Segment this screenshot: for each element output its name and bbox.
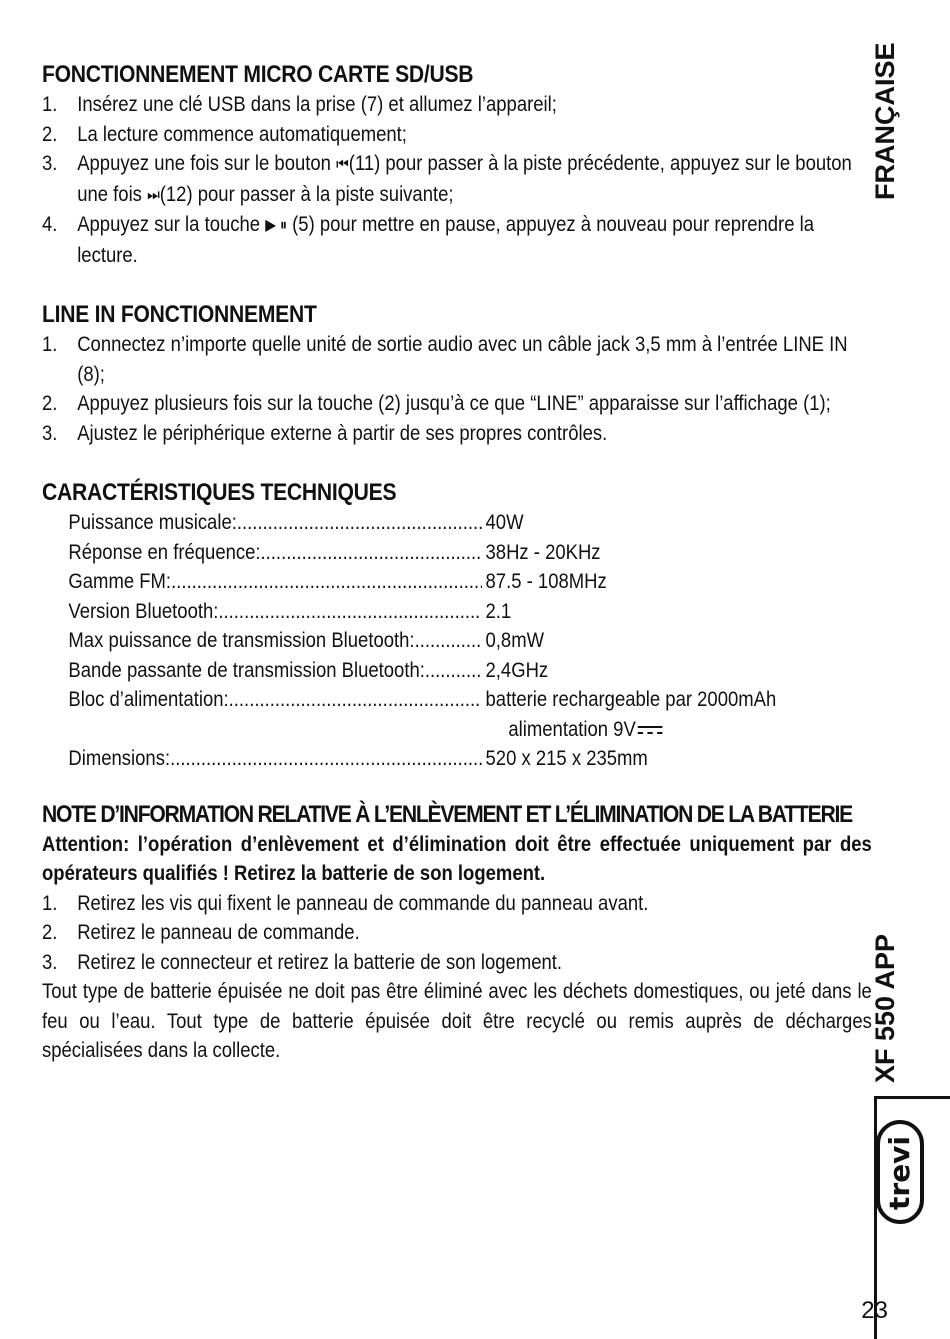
list-item [42, 120, 872, 150]
step-text: Retirez le connecteur et retirez la batterie de son logement. [77, 950, 563, 974]
step-text: La lecture commence automatiquement; [77, 122, 407, 146]
spec-row [68, 626, 871, 656]
page-content [42, 60, 872, 1066]
spec-label: Dimensions: [68, 747, 171, 770]
spec-value: 0,8mW [485, 629, 545, 652]
list-item [42, 918, 872, 948]
step-text: Retirez le panneau de commande. [77, 921, 360, 944]
list-item [42, 330, 872, 389]
spec-label: Puissance musicale: [68, 511, 237, 534]
list-item [42, 419, 872, 449]
step-text: Retirez les vis qui fixent le panneau de commande du panneau avant. [77, 891, 649, 915]
step-text: Ajustez le périphérique externe à partir de ses propres contrôles. [77, 421, 608, 445]
page-number: 23 [861, 1297, 888, 1324]
spec-value: 2,4GHz [485, 658, 549, 682]
spec-value: 87.5 - 108MHz [485, 570, 607, 593]
spec-row [68, 744, 871, 774]
step-number: 2. [42, 921, 58, 944]
spec-label: Bloc d’alimentation: [68, 688, 229, 711]
step-text: Insérez une clé USB dans la prise (7) et allumez l’appareil; [77, 93, 557, 116]
spec-label: Max puissance de transmission Bluetooth: [68, 629, 415, 652]
spec-label: Bande passante de transmission Bluetooth: [68, 658, 425, 682]
spec-row [68, 685, 871, 715]
specs-table [42, 508, 872, 774]
model-label: XF 550 APP [870, 933, 900, 1083]
step-text-a: Appuyez sur la touche [77, 213, 266, 236]
step-number: 1. [42, 891, 58, 915]
spec-row [68, 597, 871, 627]
line-in-steps [42, 330, 872, 448]
step-number: 2. [42, 392, 58, 415]
list-item [42, 889, 872, 919]
step-number: 4. [42, 213, 58, 236]
spec-value: 38Hz - 20KHz [485, 540, 601, 564]
section-title-line-in: LINE IN FONCTIONNEMENT [42, 301, 317, 328]
spec-row [68, 567, 871, 597]
skip-next-icon: ⏭ [147, 186, 160, 204]
spec-label: Version Bluetooth: [68, 599, 219, 623]
spec-power-sub-text: alimentation 9V [508, 717, 636, 741]
spec-value: batterie rechargeable par 2000mAh [485, 688, 777, 711]
section-title-specs: CARACTÉRISTIQUES TECHNIQUES [42, 479, 397, 506]
step-number: 3. [42, 152, 58, 175]
spec-value: 520 x 215 x 235mm [485, 747, 648, 770]
list-item [42, 389, 872, 419]
step-text-c: (12) pour passer à la piste suivante; [159, 182, 454, 206]
language-tab-label: FRANÇAISE [870, 42, 900, 200]
spec-power-sub [68, 715, 871, 745]
trevi-logo-icon [876, 1120, 924, 1224]
play-pause-icon: ▶ ⏸ [265, 217, 287, 234]
side-divider-horizontal [874, 1096, 950, 1099]
battery-disposal-paragraph: Tout type de batterie épuisée ne doit pas être éliminé avec les déchets domestiques, ou jeté dans le feu ou l’eau. Tout type de batterie épuisée doit être recyclé ou remis auprès de décharges spécialisées dans la collecte. [42, 980, 872, 1062]
spec-label: Réponse en fréquence: [68, 540, 261, 564]
brand-text: trevi [883, 1135, 916, 1210]
list-item [42, 948, 872, 978]
step-text-a: Appuyez une fois sur le bouton [77, 152, 337, 175]
dc-current-icon [638, 723, 663, 737]
step-text: Connectez n’importe quelle unité de sortie audio avec un câble jack 3,5 mm à l’entrée LINE IN (8); [77, 333, 848, 386]
step-number: 2. [42, 122, 58, 146]
spec-row [68, 656, 871, 686]
skip-previous-icon: ⏮ [336, 156, 349, 173]
spec-row [68, 538, 871, 568]
step-number: 3. [42, 950, 58, 974]
spec-value: 40W [485, 511, 524, 534]
spec-row [68, 508, 871, 538]
spec-label: Gamme FM: [68, 570, 172, 593]
step-number: 3. [42, 421, 58, 445]
spec-value: 2.1 [485, 599, 512, 623]
step-text: Appuyez plusieurs fois sur la touche (2) jusqu’à ce que “LINE” apparaisse sur l’affichage (1); [77, 392, 831, 415]
list-item [42, 210, 872, 270]
sd-usb-steps [42, 90, 872, 270]
step-number: 1. [42, 93, 58, 116]
list-item [42, 149, 872, 210]
step-text-b: (11) pour passer à la piste précédente, appuyez sur le bouton une fois [77, 152, 852, 206]
list-item [42, 90, 872, 120]
battery-steps [42, 889, 872, 978]
step-text-b: (5) pour mettre en pause, appuyez à nouveau pour reprendre la lecture. [77, 213, 815, 267]
section-title-battery: NOTE D’INFORMATION RELATIVE À L’ENLÈVEMENT ET L’ÉLIMINATION DE LA BATTERIE [42, 800, 852, 828]
battery-warning: Attention: l’opération d’enlèvement et d’élimination doit être effectuée uniquement par des opérateurs qualifiés ! Retirez la batterie de son logement. [42, 832, 872, 885]
step-number: 1. [42, 333, 58, 356]
section-title-sd-usb: FONCTIONNEMENT MICRO CARTE SD/USB [42, 61, 474, 88]
